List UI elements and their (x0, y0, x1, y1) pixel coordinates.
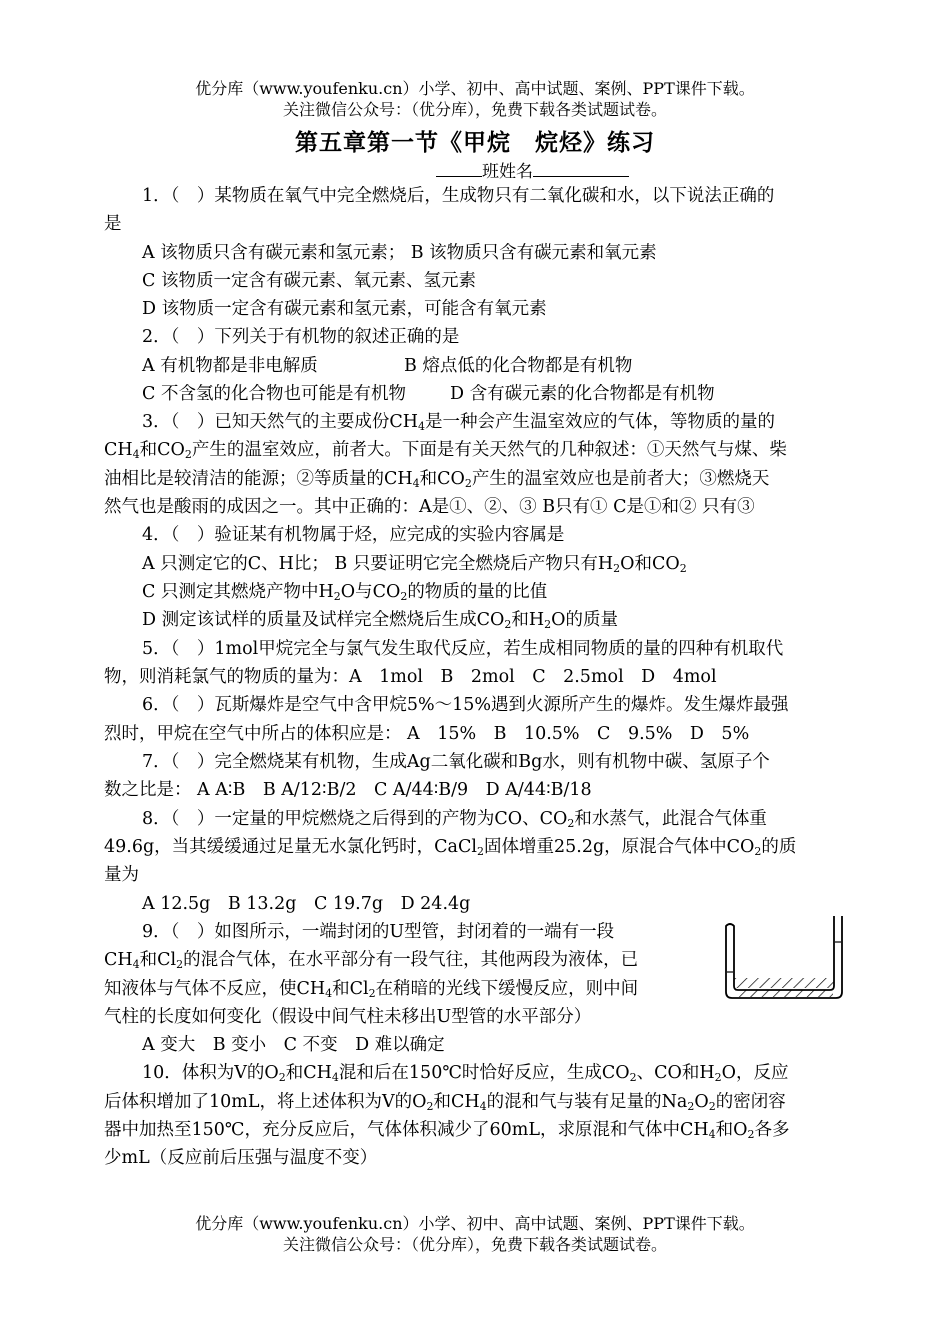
q7-line-2: 数之比是： A A∶B B A/12∶B/2 C A/44∶B/9 D A/44∶B/18 (104, 780, 592, 800)
q2-stem: 2．（ ）下列关于有机物的叙述正确的是 (142, 327, 460, 347)
subtitle-label: 班姓名 (482, 162, 533, 182)
q1-stem-2: 是 (104, 214, 122, 234)
q4-option-c: C 只测定其燃烧产物中$H_2O$与$CO_2$的物质的量的比值 (142, 582, 548, 603)
q8-options: A 12.5g B 13.2g C 19.7g D 24.4g (142, 894, 471, 914)
q6-line-2: 烈时，甲烷在空气中所占的体积应是： A 15% B 10.5% C 9.5% D 5% (104, 724, 750, 744)
class-blank (436, 160, 482, 177)
q4-stem: 4．（ ）验证某有机物属于烃，应完成的实验内容属是 (142, 525, 565, 545)
q2-option-b: B 熔点低的化合物都是有机物 (404, 356, 633, 376)
q8-line-3: 量为 (104, 865, 139, 885)
q3-line-1: 3．（ ）已知天然气的主要成份$CH_4$是一种会产生温室效应的气体，等物质的量的 (142, 412, 776, 433)
q5-line-1: 5．（ ）1mol甲烷完全与氯气发生取代反应，若生成相同物质的量的四种有机取代 (142, 639, 784, 659)
q9-options: A 变大 B 变小 C 不变 D 难以确定 (142, 1035, 445, 1055)
q10-line-1: 10．体积为V的$O_2$和$CH_4$混和后在150℃时恰好反应，生成$CO_2$、CO和$H_2O$，反应 (142, 1063, 789, 1084)
q9-line-4: 气柱的长度如何变化（假设中间气柱未移出U型管的水平部分） (104, 1007, 592, 1027)
q4-option-d: D 测定该试样的质量及试样完全燃烧后生成$CO_2$和$H_2O$的质量 (142, 610, 618, 631)
q9-line-2: $CH_4$和$Cl_2$的混合气体，在水平部分有一段气往，其他两段为液体，已 (104, 950, 639, 971)
q2-option-c: C 不含氢的化合物也可能是有机物 (142, 384, 406, 404)
q6-line-1: 6．（ ）瓦斯爆炸是空气中含甲烷5%～15%遇到火源所产生的爆炸。发生爆炸最强 (142, 695, 789, 715)
header-line-2: 关注微信公众号：（优分库），免费下载各类试题试卷。 (282, 100, 667, 119)
footer-line-1: 优分库（www.youfenku.cn）小学、初中、高中试题、案例、PPT课件下载。 (195, 1214, 755, 1233)
u-tube-figure (722, 912, 852, 1004)
q5-line-2: 物，则消耗氯气的物质的量为：A 1mol B 2mol C 2.5mol D 4mol (104, 667, 717, 687)
q1-stem-1: 1．（ ）某物质在氧气中完全燃烧后，生成物只有二氧化碳和水，以下说法正确的 (142, 186, 775, 206)
q10-line-4: 少mL（反应前后压强与温度不变） (104, 1148, 378, 1168)
q1-option-d: D 该物质一定含有碳元素和氢元素，可能含有氧元素 (142, 299, 547, 319)
q10-line-2: 后体积增加了10mL，将上述体积为V的$O_2$和$CH_4$的混和气与装有足量的$Na_2O_2$的密闭容 (104, 1092, 786, 1113)
q7-line-1: 7．（ ）完全燃烧某有机物，生成Ag二氧化碳和Bg水，则有机物中碳、氢原子个 (142, 752, 770, 772)
q9-line-1: 9．（ ）如图所示，一端封闭的U型管，封闭着的一端有一段 (142, 922, 615, 942)
name-blank (533, 160, 629, 177)
footer-line-2: 关注微信公众号：（优分库），免费下载各类试题试卷。 (282, 1235, 667, 1254)
q9-line-3: 知液体与气体不反应，使$CH_4$和$Cl_2$在稍暗的光线下缓慢反应，则中间 (104, 979, 639, 1000)
q8-line-2: 49.6g，当其缓缓通过足量无水氯化钙时，CaCl$_2$固体增重25.2g，原混合气体中$CO_2$的质 (104, 837, 797, 858)
q1-option-c: C 该物质一定含有碳元素、氧元素、氢元素 (142, 271, 476, 291)
q2-option-d: D 含有碳元素的化合物都是有机物 (450, 384, 715, 404)
q10-line-3: 器中加热至150℃，充分反应后，气体体积减少了60mL，求原混和气体中$CH_4$和$O_2$各多 (104, 1120, 790, 1141)
page-title: 第五章第一节《甲烷 烷烃》练习 (295, 129, 655, 156)
header-line-1: 优分库（www.youfenku.cn）小学、初中、高中试题、案例、PPT课件下载。 (195, 79, 755, 98)
q1-option-ab: A 该物质只含有碳元素和氢元素； B 该物质只含有碳元素和氧元素 (142, 243, 657, 263)
q2-option-a: A 有机物都是非电解质 (142, 356, 318, 376)
q4-option-ab: A 只测定它的C、H比； B 只要证明它完全燃烧后产物只有$H_2O$和$CO_2$ (142, 554, 687, 575)
q3-line-3: 油相比是较清洁的能源；②等质量的$CH_4$和$CO_2$产生的温室效应也是前者大；③燃烧天 (104, 469, 770, 490)
q3-line-4: 然气也是酸雨的成因之一。其中正确的：A是①、②、③ B只有① C是①和② 只有③ (104, 497, 755, 517)
q8-line-1: 8．（ ）一定量的甲烷燃烧之后得到的产物为CO、$CO_2$和水蒸气，此混合气体重 (142, 809, 767, 830)
class-name-line (436, 157, 629, 182)
q3-line-2: $CH_4$和$CO_2$产生的温室效应，前者大。下面是有关天然气的几种叙述：①天然气与煤、柴 (104, 440, 787, 461)
